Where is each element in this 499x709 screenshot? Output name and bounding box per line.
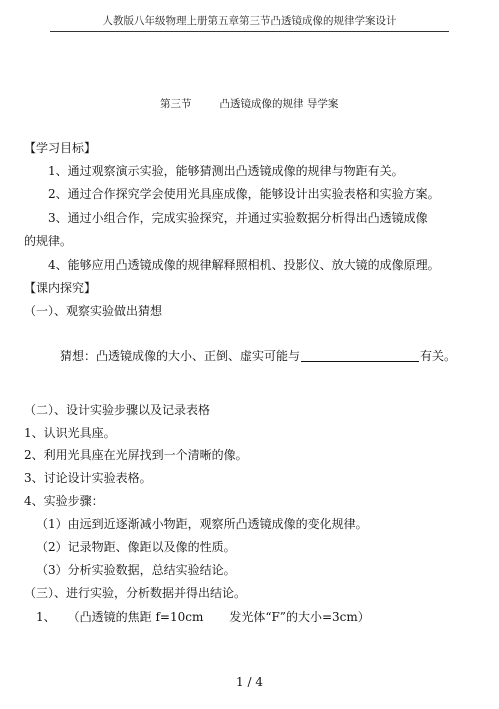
explore-heading: 【课内探究】 — [24, 281, 97, 295]
running-header: 人教版八年级物理上册第五章第三节凸透镜成像的规律学案设计 — [102, 15, 397, 27]
objective-3: 3、通过小组合作，完成实验探究，并通过实验数据分析得出凸透镜成像 — [48, 211, 428, 225]
objective-3-continued: 的规律。 — [24, 234, 73, 248]
objective-1: 1、通过观察演示实验，能够猜测出凸透镜成像的规律与物距有关。 — [48, 164, 404, 178]
section-name: 凸透镜成像的规律 导学案 — [219, 98, 339, 110]
part-1-heading: （一）、观察实验做出猜想 — [24, 304, 163, 318]
item-number: 1、 — [36, 610, 56, 624]
page-title — [160, 97, 338, 111]
substep-1: （1）由远到近逐渐减小物距，观察所凸透镜成像的变化规律。 — [36, 517, 368, 531]
answer-blank[interactable] — [301, 349, 419, 362]
part-3-heading: （三）、进行实验，分析数据并得出结论。 — [24, 586, 247, 600]
experiment-item-1 — [36, 610, 370, 624]
guess-prefix: 猜想：凸透镜成像的大小、正倒、虚实可能与 — [60, 349, 301, 363]
step-1: 1、认识光具座。 — [24, 426, 116, 440]
part-2-heading: （二）、设计实验步骤以及记录表格 — [24, 403, 211, 417]
objectives-heading: 【学习目标】 — [24, 141, 97, 155]
step-4: 4、实验步骤： — [24, 494, 104, 508]
header-rule — [50, 31, 449, 32]
page-number: 1 / 4 — [236, 675, 263, 689]
substep-2: （2）记录物距、像距以及像的性质。 — [36, 540, 236, 554]
open-paren: （ — [67, 610, 80, 624]
objective-2: 2、通过合作探究学会使用光具座成像，能够设计出实验表格和实验方案。 — [48, 187, 440, 201]
focal-length: 凸透镜的焦距 f=10cm — [79, 610, 204, 624]
step-2: 2、利用光具座在光屏找到一个清晰的像。 — [24, 448, 248, 462]
guess-suffix: 有关。 — [420, 349, 457, 363]
substep-3: （3）分析实验数据，总结实验结论。 — [36, 563, 236, 577]
objective-4: 4、能够应用凸透镜成像的规律解释照相机、投影仪、放大镜的成像原理。 — [48, 258, 440, 272]
guess-line — [60, 349, 456, 363]
step-3: 3、讨论设计实验表格。 — [24, 471, 152, 485]
section-label: 第三节 — [160, 98, 192, 110]
object-size: 发光体“F”的大小=3cm） — [229, 610, 370, 624]
